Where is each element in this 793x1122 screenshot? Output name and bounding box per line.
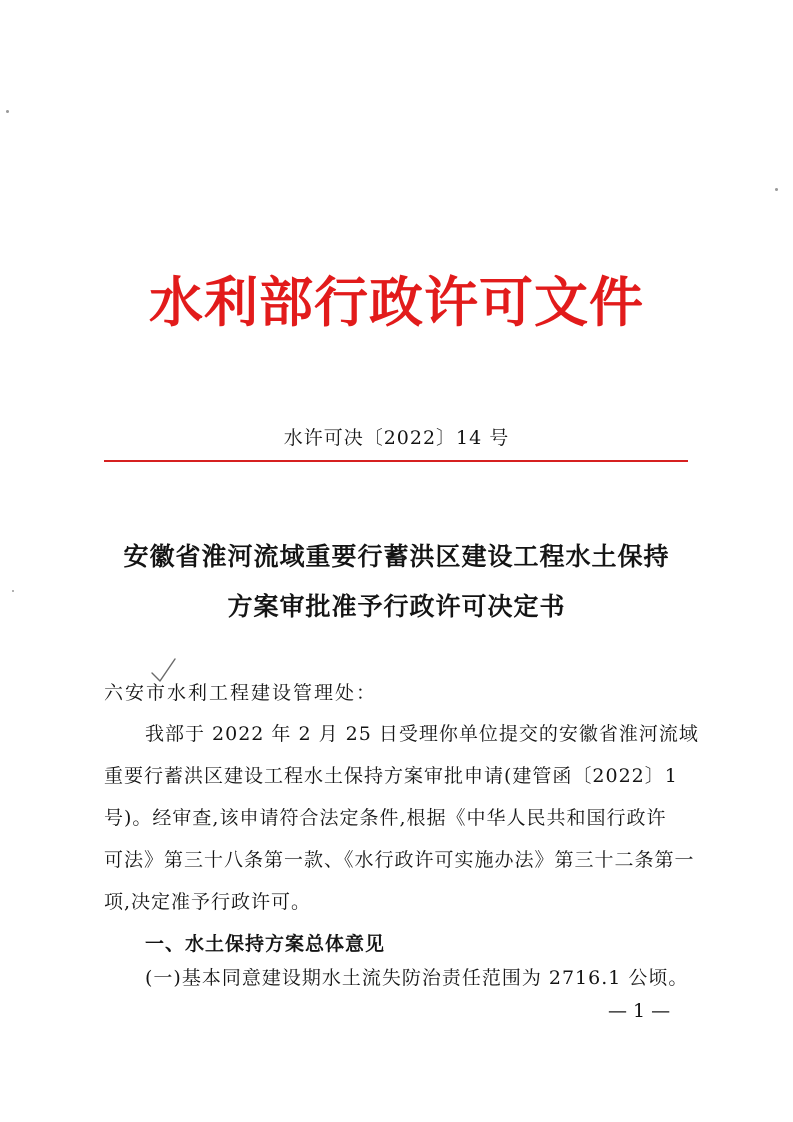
document-number: 水许可决〔2022〕14 号	[283, 427, 510, 449]
letterhead-title: 水利部行政许可文件	[149, 271, 644, 334]
body-paragraph-line: 项,决定准予行政许可。	[104, 891, 312, 913]
section-heading: 一、水土保持方案总体意见	[145, 933, 386, 955]
body-paragraph-line: 号)。经审查,该申请符合法定条件,根据《中华人民共和国行政许	[104, 807, 667, 829]
scan-speck	[6, 110, 9, 113]
body-paragraph-line: 重要行蓄洪区建设工程水土保持方案审批申请(建管函〔2022〕1	[104, 765, 678, 787]
red-divider-line	[104, 460, 688, 462]
document-title-line-1: 安徽省淮河流域重要行蓄洪区建设工程水土保持	[123, 542, 670, 571]
page-number: — 1 —	[608, 1000, 671, 1022]
body-paragraph-line: 我部于 2022 年 2 月 25 日受理你单位提交的安徽省淮河流域	[145, 723, 699, 745]
scan-speck	[775, 188, 778, 191]
list-item: (一)基本同意建设期水土流失防治责任范围为 2716.1 公顷。	[145, 967, 689, 989]
body-paragraph-line: 可法》第三十八条第一款、《水行政许可实施办法》第三十二条第一	[104, 849, 695, 871]
document-title-line-2: 方案审批准予行政许可决定书	[227, 592, 566, 621]
addressee: 六安市水利工程建设管理处：	[104, 682, 378, 704]
